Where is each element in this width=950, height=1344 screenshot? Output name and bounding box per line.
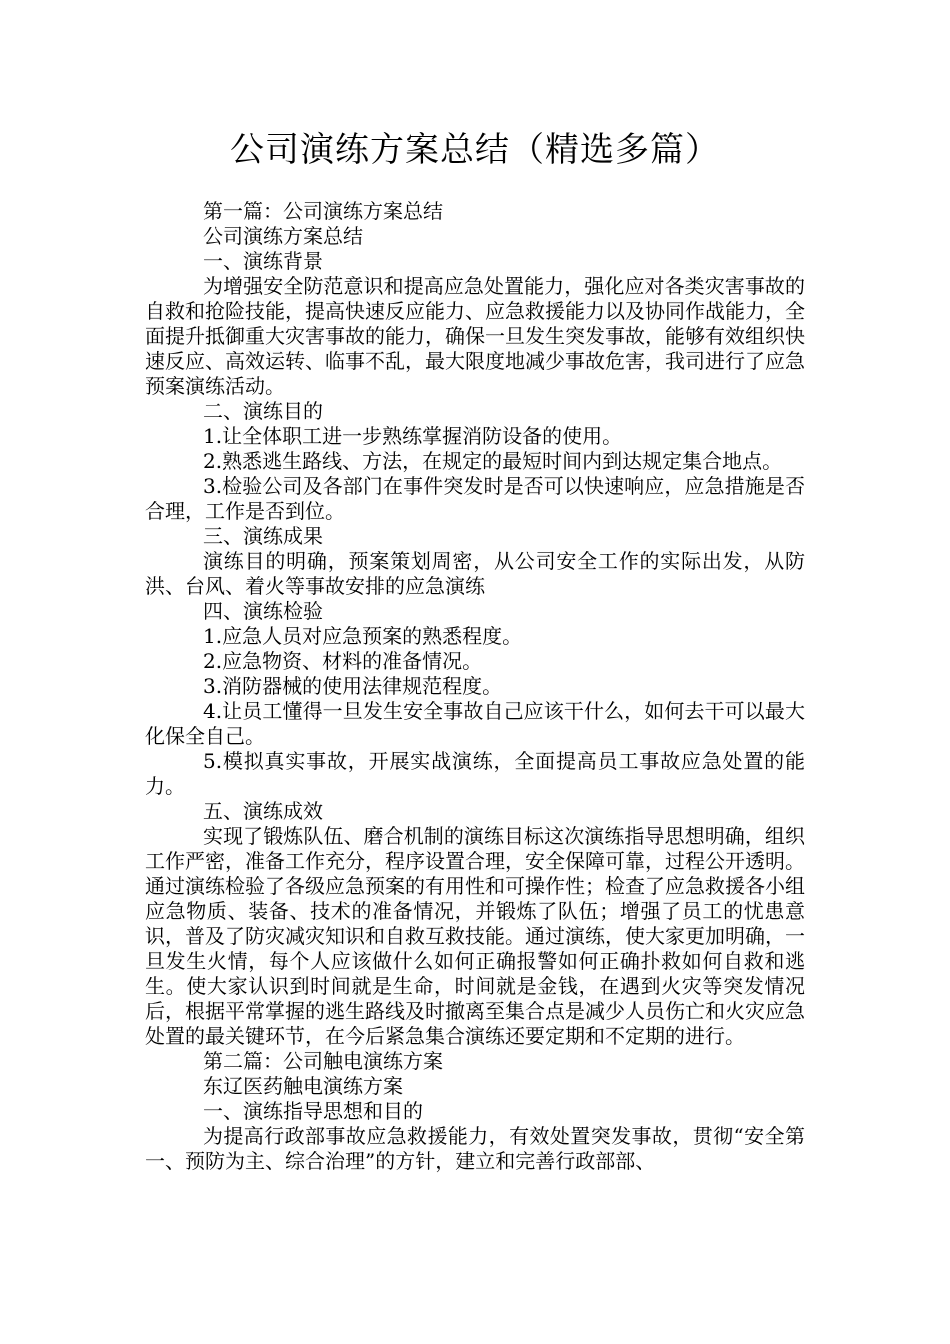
section-heading: 一、演练指导思想和目的 [203, 1099, 423, 1123]
paragraph: 第二篇：公司触电演练方案 [203, 1049, 443, 1073]
paragraph: 东辽医药触电演练方案 [203, 1074, 403, 1098]
paragraph: 演练目的明确，预案策划周密，从公司安全工作的实际出发，从防洪、台风、着火等事故安排的应急演练 [145, 549, 805, 598]
list-item: 2.熟悉逃生路线、方法，在规定的最短时间内到达规定集合地点。 [203, 449, 783, 473]
section-heading: 一、演练背景 [203, 249, 323, 273]
section-heading: 三、演练成果 [203, 524, 323, 548]
list-item: 2.应急物资、材料的准备情况。 [203, 649, 483, 673]
list-item: 4.让员工懂得一旦发生安全事故自己应该干什么，如何去干可以最大化保全自己。 [145, 699, 805, 748]
paragraph: 第一篇：公司演练方案总结 [203, 199, 443, 223]
list-item: 1.让全体职工进一步熟练掌握消防设备的使用。 [203, 424, 623, 448]
paragraph: 为提高行政部事故应急救援能力，有效处置突发事故，贯彻“安全第一、预防为主、综合治理”的方针，建立和完善行政部部、 [145, 1124, 805, 1173]
document-body [145, 199, 805, 1174]
list-item: 1.应急人员对应急预案的熟悉程度。 [203, 624, 523, 648]
paragraph: 实现了锻炼队伍、磨合机制的演练目标这次演练指导思想明确，组织工作严密，准备工作充分，程序设置合理，安全保障可靠，过程公开透明。通过演练检验了各级应急预案的有用性和可操作性；检查了应急救援各小组应急物质、装备、技术的准备情况，并锻炼了队伍；增强了员工的忧患意识，普及了防灾减灾知识和自救互救技能。通过演练，使大家更加明确，一旦发生火情，每个人应该做什么如何正确报警如何正确扑救如何自救和逃生。使大家认识到时间就是生命，时间就是金钱，在遇到火灾等突发情况后，根据平常掌握的逃生路线及时撤离至集合点是减少人员伤亡和火灾应急处置的最关键环节，在今后紧急集合演练还要定期和不定期的进行。 [145, 824, 805, 1048]
document-title: 公司演练方案总结（精选多篇） [230, 130, 720, 170]
section-heading: 五、演练成效 [203, 799, 323, 823]
list-item: 5.模拟真实事故，开展实战演练，全面提高员工事故应急处置的能力。 [145, 749, 805, 798]
list-item: 3.检验公司及各部门在事件突发时是否可以快速响应，应急措施是否合理，工作是否到位。 [145, 474, 805, 523]
section-heading: 四、演练检验 [203, 599, 323, 623]
section-heading: 二、演练目的 [203, 399, 323, 423]
paragraph: 为增强安全防范意识和提高应急处置能力，强化应对各类灾害事故的自救和抢险技能，提高快速反应能力、应急救援能力以及协同作战能力，全面提升抵御重大灾害事故的能力，确保一旦发生突发事故，能够有效组织快速反应、高效运转、临事不乱，最大限度地减少事故危害，我司进行了应急预案演练活动。 [145, 274, 805, 398]
paragraph: 公司演练方案总结 [203, 224, 363, 248]
list-item: 3.消防器械的使用法律规范程度。 [203, 674, 503, 698]
